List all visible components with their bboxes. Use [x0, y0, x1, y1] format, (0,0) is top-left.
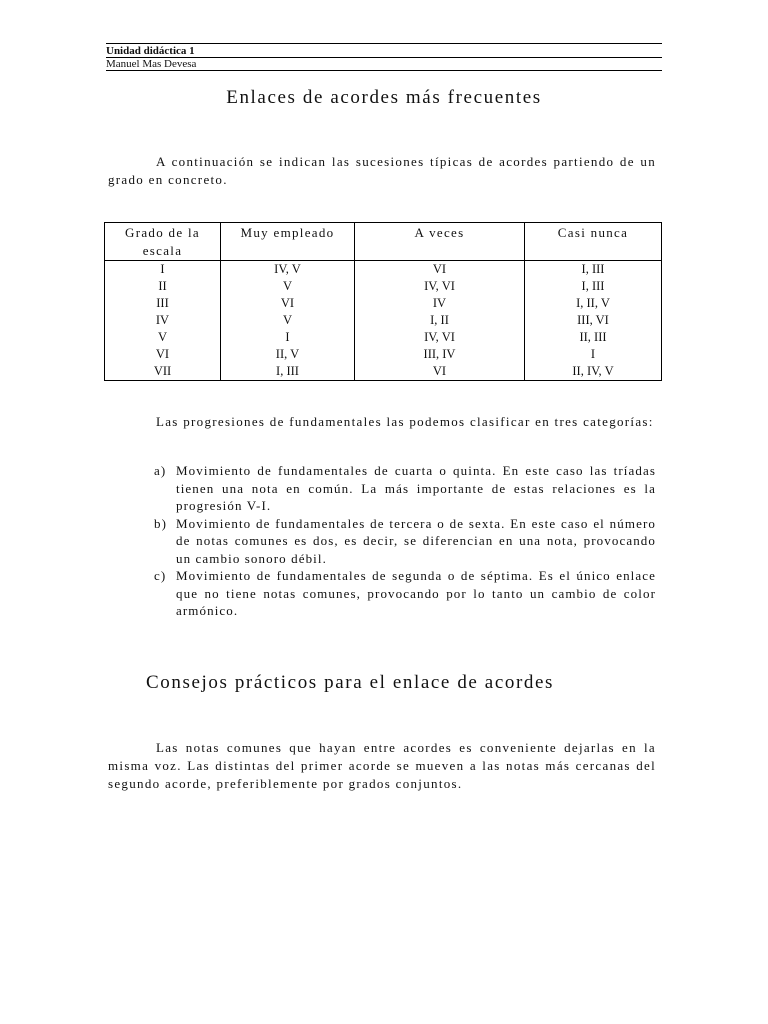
list-item-text: Movimiento de fundamentales de segunda o de séptima. Es el único enlace que no tiene notas comunes, provocando por lo tanto un cambio de color armónico. — [176, 568, 656, 618]
column-header-grade: Grado de la escala — [105, 223, 221, 261]
table-cell: V — [105, 329, 221, 346]
table-cell: II — [105, 278, 221, 295]
table-cell: VII — [105, 363, 221, 381]
table-cell: I — [105, 261, 221, 279]
table-cell: IV — [105, 312, 221, 329]
table-cell: VI — [221, 295, 355, 312]
table-cell: II, III — [525, 329, 662, 346]
table-cell: I, II — [355, 312, 525, 329]
page-title: Enlaces de acordes más frecuentes — [226, 87, 542, 108]
table-cell: I — [221, 329, 355, 346]
list-item-text: Movimiento de fundamentales de cuarta o quinta. En este caso las tríadas tienen una nota en común. La más importante de estas relaciones es la progresión V-I. — [176, 463, 656, 513]
progressions-intro-paragraph: Las progresiones de fundamentales las podemos clasificar en tres categorías: — [156, 414, 654, 429]
section-title: Consejos prácticos para el enlace de acordes — [146, 672, 555, 693]
table-cell: IV, VI — [355, 329, 525, 346]
list-item — [154, 515, 656, 568]
table-row — [105, 278, 662, 295]
table-row — [105, 346, 662, 363]
list-item — [154, 567, 656, 620]
chord-successions-table — [104, 222, 662, 381]
author-label: Manuel Mas Devesa — [106, 58, 197, 70]
table-cell: V — [221, 312, 355, 329]
column-header-frequent: Muy empleado — [221, 223, 355, 261]
table-cell: VI — [355, 261, 525, 279]
table-cell: I, II, V — [525, 295, 662, 312]
column-header-rarely: Casi nunca — [525, 223, 662, 261]
table-cell: VI — [105, 346, 221, 363]
table-cell: III, IV — [355, 346, 525, 363]
list-marker: c) — [154, 568, 167, 583]
page-header — [106, 43, 662, 71]
list-marker: a) — [154, 463, 167, 478]
table-cell: I — [525, 346, 662, 363]
table-cell: I, III — [525, 261, 662, 279]
intro-paragraph: A continuación se indican las sucesiones típicas de acordes partiendo de un grado en concreto. — [108, 154, 656, 187]
header-bottom-rule — [106, 70, 662, 71]
table-cell: IV — [355, 295, 525, 312]
list-item — [154, 462, 656, 515]
table-row — [105, 329, 662, 346]
table-cell: III, VI — [525, 312, 662, 329]
table-cell: V — [221, 278, 355, 295]
list-item-text: Movimiento de fundamentales de tercera o de sexta. En este caso el número de notas comunes es dos, es decir, se diferencian en una nota, provocando un cambio sonoro débil. — [176, 515, 656, 566]
table-header-row — [105, 223, 662, 261]
table-row — [105, 261, 662, 279]
advice-paragraph: Las notas comunes que hayan entre acordes es conveniente dejarlas en la misma voz. Las distintas del primer acorde se mueven a las notas más cercanas del segundo acorde, preferiblemente por grados conjuntos. — [108, 740, 656, 791]
table-cell: II, IV, V — [525, 363, 662, 381]
table-row — [105, 312, 662, 329]
table-cell: IV, VI — [355, 278, 525, 295]
table-row — [105, 295, 662, 312]
table-cell: IV, V — [221, 261, 355, 279]
table-row — [105, 363, 662, 381]
table-cell: III — [105, 295, 221, 312]
unit-label: Unidad didáctica 1 — [106, 45, 195, 57]
list-marker: b) — [154, 515, 168, 531]
table-cell: VI — [355, 363, 525, 381]
table-cell: II, V — [221, 346, 355, 363]
progression-categories-list — [154, 462, 656, 620]
table-cell: I, III — [221, 363, 355, 381]
table-cell: I, III — [525, 278, 662, 295]
column-header-sometimes: A veces — [355, 223, 525, 261]
